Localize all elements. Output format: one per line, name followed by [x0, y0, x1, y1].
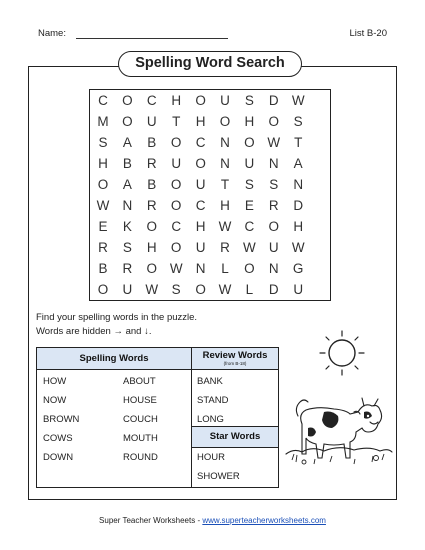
grid-letter: U: [195, 240, 206, 255]
grid-row: [90, 259, 330, 279]
grid-letter: O: [170, 198, 182, 213]
grid-letter: D: [268, 93, 279, 108]
grid-letter: W: [218, 219, 232, 234]
review-word: BANK: [197, 376, 223, 387]
spelling-word: NOW: [43, 395, 67, 406]
grid-row: [90, 112, 330, 132]
grid-letter: S: [244, 93, 254, 108]
word-list-table: [36, 347, 279, 488]
grid-letter: W: [243, 240, 256, 255]
cow-illustration: [284, 388, 394, 474]
grid-letter: C: [195, 198, 206, 213]
grid-letter: M: [97, 114, 109, 129]
grid-letter: C: [244, 219, 255, 234]
grid-letter: O: [122, 114, 133, 129]
grid-letter: R: [122, 261, 133, 276]
grid-letter: H: [195, 114, 206, 129]
grid-letter: W: [267, 135, 281, 150]
grid-letter: H: [244, 114, 255, 129]
footer-link[interactable]: www.superteacherworksheets.com: [202, 516, 326, 525]
review-words-source: (from B-18): [223, 361, 247, 366]
grid-letter: O: [97, 177, 109, 192]
grid-letter: C: [171, 219, 182, 234]
grid-letter: E: [244, 198, 254, 213]
grid-row: [90, 196, 330, 216]
grid-letter: B: [147, 135, 157, 150]
grid-letter: D: [293, 198, 304, 213]
review-word: STAND: [197, 395, 229, 406]
grid-letter: C: [146, 93, 157, 108]
page-title: Spelling Word Search: [118, 51, 302, 77]
spelling-word: MOUTH: [123, 433, 158, 444]
grid-letter: R: [146, 156, 157, 171]
grid-letter: R: [268, 198, 279, 213]
grid-letter: E: [98, 219, 108, 234]
grid-letter: R: [220, 240, 230, 255]
grid-letter: U: [293, 282, 304, 297]
grid-letter: S: [122, 240, 132, 255]
grid-letter: H: [98, 156, 108, 171]
spelling-word: HOUSE: [123, 395, 157, 406]
grid-row: [90, 217, 330, 237]
grid-row: [90, 238, 330, 258]
grid-letter: H: [146, 240, 157, 255]
grid-letter: N: [293, 177, 304, 192]
grid-letter: S: [244, 177, 254, 192]
grid-letter: H: [195, 219, 206, 234]
grid-letter: R: [146, 198, 157, 213]
grid-letter: O: [97, 282, 109, 297]
list-label: List B-20: [349, 28, 387, 39]
grid-letter: U: [220, 93, 230, 108]
grid-letter: S: [269, 177, 279, 192]
footer: [0, 516, 425, 525]
review-words-header: [192, 348, 278, 370]
grid-letter: D: [268, 282, 279, 297]
grid-letter: K: [122, 219, 132, 234]
grid-row: [90, 175, 330, 195]
grid-letter: W: [96, 198, 110, 213]
spelling-words-header: Spelling Words: [37, 348, 191, 370]
grid-letter: A: [122, 135, 132, 150]
grid-row: [90, 154, 330, 174]
grid-letter: S: [293, 114, 303, 129]
spelling-word: ABOUT: [123, 376, 156, 387]
grid-letter: T: [220, 177, 230, 192]
spelling-word: BROWN: [43, 414, 80, 425]
grid-letter: O: [268, 219, 280, 234]
grid-letter: O: [170, 135, 182, 150]
grid-letter: S: [171, 282, 181, 297]
grid-letter: W: [218, 282, 232, 297]
review-words-title: Review Words: [202, 350, 268, 361]
instructions-line-1: Find your spelling words in the puzzle.: [36, 312, 198, 323]
grid-letter: W: [169, 261, 183, 276]
grid-letter: U: [171, 156, 182, 171]
grid-letter: R: [98, 240, 108, 255]
footer-text: Super Teacher Worksheets -: [99, 516, 203, 525]
grid-letter: H: [293, 219, 304, 234]
grid-letter: L: [221, 261, 229, 276]
review-word: LONG: [197, 414, 224, 425]
name-label: Name:: [38, 28, 66, 39]
spelling-word: ROUND: [123, 452, 158, 463]
star-words-header: Star Words: [192, 426, 278, 448]
grid-letter: C: [195, 135, 206, 150]
grid-letter: O: [170, 240, 182, 255]
grid-letter: O: [146, 261, 158, 276]
grid-letter: U: [244, 156, 255, 171]
grid-row: [90, 280, 330, 300]
spelling-word: COWS: [43, 433, 73, 444]
grid-letter: N: [268, 261, 279, 276]
grid-letter: W: [145, 282, 159, 297]
grid-row: [90, 133, 330, 153]
grid-letter: C: [98, 93, 108, 108]
spelling-word: COUCH: [123, 414, 158, 425]
name-row: [38, 28, 387, 42]
grid-letter: U: [268, 240, 279, 255]
star-word: HOUR: [197, 452, 225, 463]
grid-letter: N: [122, 198, 133, 213]
sun-illustration: [312, 325, 372, 385]
spelling-word: DOWN: [43, 452, 74, 463]
spelling-word: HOW: [43, 376, 67, 387]
instructions-line-2: Words are hidden → and ↓.: [36, 326, 152, 337]
grid-row: [90, 91, 330, 111]
grid-letter: B: [122, 156, 132, 171]
grid-letter: U: [146, 114, 157, 129]
grid-letter: L: [245, 282, 254, 297]
grid-letter: N: [220, 156, 230, 171]
grid-letter: N: [268, 156, 279, 171]
star-word: SHOWER: [197, 471, 240, 482]
grid-letter: O: [195, 93, 206, 108]
grid-letter: A: [293, 156, 303, 171]
grid-letter: O: [244, 261, 255, 276]
grid-letter: O: [146, 219, 158, 234]
grid-letter: B: [98, 261, 108, 276]
grid-letter: O: [244, 135, 255, 150]
grid-letter: T: [294, 135, 303, 150]
grid-letter: S: [98, 135, 108, 150]
name-line: [76, 38, 228, 39]
grid-letter: B: [147, 177, 157, 192]
grid-letter: N: [195, 261, 206, 276]
grid-letter: O: [268, 114, 280, 129]
grid-letter: G: [292, 261, 304, 276]
word-search-grid: [89, 89, 331, 301]
grid-letter: O: [170, 177, 182, 192]
grid-letter: H: [171, 93, 182, 108]
grid-letter: O: [219, 114, 231, 129]
grid-letter: O: [122, 93, 133, 108]
grid-letter: W: [291, 93, 305, 108]
grid-letter: O: [195, 282, 206, 297]
grid-letter: T: [172, 114, 181, 129]
grid-letter: A: [122, 177, 132, 192]
grid-letter: W: [291, 240, 305, 255]
grid-letter: O: [195, 156, 206, 171]
grid-letter: H: [220, 198, 230, 213]
grid-letter: N: [220, 135, 230, 150]
grid-letter: U: [122, 282, 133, 297]
grid-letter: U: [195, 177, 206, 192]
